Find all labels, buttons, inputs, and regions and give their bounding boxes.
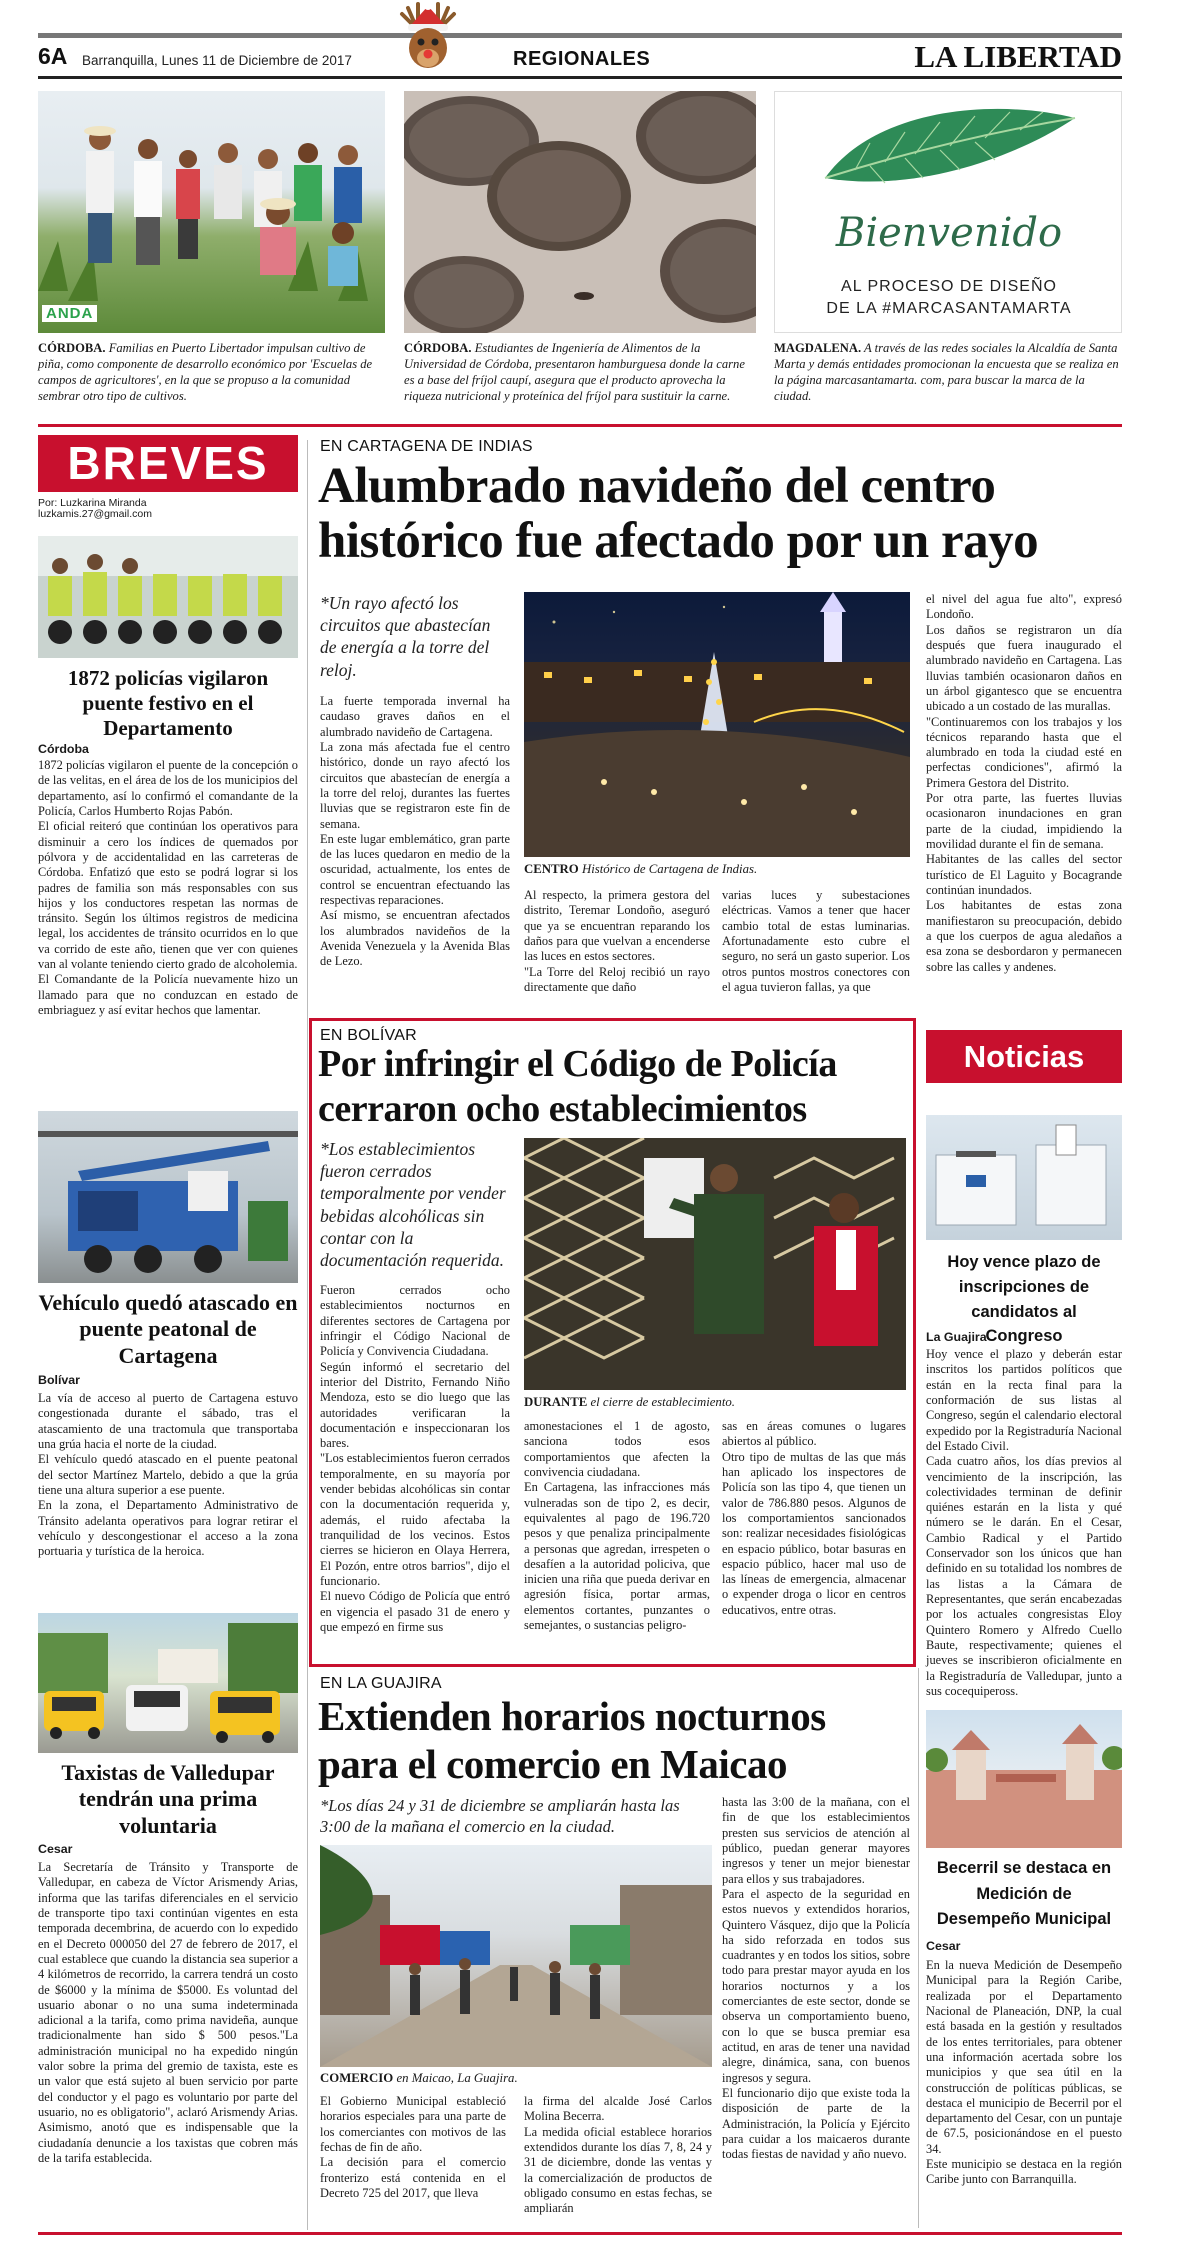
police-closure-photo — [524, 1138, 906, 1390]
taxis-street-photo — [38, 1613, 298, 1753]
brief-3-headline: Taxistas de Valledupar tendrán una prima voluntaria — [61, 1760, 275, 1838]
brief-2-headline: Vehículo quedó atascado en puente peatonal de Cartagena — [38, 1290, 298, 1368]
brief-3-place: Cesar — [38, 1842, 73, 1856]
story1-headline-1: Alumbrado navideño del centro — [318, 458, 996, 514]
story2-col2 — [524, 1419, 710, 1633]
ballot-box-photo — [926, 1115, 1122, 1240]
noticias-2-body — [926, 1958, 1122, 2188]
story1-col3 — [722, 888, 910, 995]
noticias-2-p1: En la nueva Medición de Desempeño Municipal para la Región Caribe, realizada por el Departamento Nacional de Planeación, DNP, la cual está basada en la gestión y resultados de los entes territoriales, para obtener una información acertada sobre los municipios y que sea útil en la construcción de políticas públicas, se destaca el municipio de Becerril por el departamento del Cesar, con un puntaje de 67.5, posicionándose en el puesto 34. — [926, 1958, 1122, 2156]
bottom-red-rule — [38, 2232, 1122, 2235]
leaf-icon — [815, 98, 1085, 198]
story1-lead: *Un rayo afectó los circuitos que abastecían de energía a la torre del reloj. — [320, 593, 491, 680]
top-caption-1-text: Familias en Puerto Libertador impulsan cultivo de piña, como componente de desarrollo económico por 'Escuelas de campos de agricultores', en la que se propuso a la comunidad sembrar otro tipo de cultivos. — [38, 341, 373, 403]
story1-col2-p1: Al respecto, la primera gestora del distrito, Teremar Londoño, aseguró que ya se encuentran reparando los daños para que vuelvan a encenderse las luces en estos sectores. — [524, 888, 710, 964]
noticias-1-place: La Guajira — [926, 1330, 987, 1344]
marca-santamarta-ad — [774, 91, 1122, 333]
story3-col2 — [524, 2094, 712, 2217]
ad-line-1: AL PROCESO DE DISEÑO — [841, 278, 1057, 295]
header-bottom-rule — [38, 76, 1122, 79]
story3-col1-p2: La decisión para el comercio fronterizo está contenida en el Decreto 725 del 2017, que lleva — [320, 2155, 506, 2200]
masthead: LA LIBERTAD — [914, 39, 1122, 74]
noticias-2-place: Cesar — [926, 1939, 961, 1953]
story2-col1-p3: "Los establecimientos fueron cerrados temporalmente, en su mayoría por vender bebidas alcohólicas sin contar con la documentación requerida y, además, el ruido afectaba la tranquilidad de los vecinos. Estos cierres se hicieron en Olaya Herrera, El Pozón, entre otros barrios", dijo el funcionario. — [320, 1451, 510, 1588]
brief-2-p2: El vehículo quedó atascado en el puente peatonal del sector Martínez Martelo, debido a que la grúa tiene una altura superior a ese puente. — [38, 1452, 298, 1497]
story1-col2 — [524, 888, 710, 995]
ad-line-2: DE LA #MARCASANTAMARTA — [826, 300, 1072, 317]
story1-col2-p2: "La Torre del Reloj recibió un rayo directamente que daño — [524, 964, 710, 994]
breves-email: luzkamis.27@gmail.com — [38, 508, 152, 520]
noticias-1-p2: Cada cuatro años, los días previos al vencimiento de la inscripción, las colectividades terminan de definir quiénes estarán en la lista y qué número se le darán. En el Cesar, Cambio Radical y el Partido Conservador son los únicos que han definido en su totalidad los nombres de las listas a la Cámara de Representantes, que serán encabezadas por los actuales congresistas Eloy Quintero Romero y Alfredo Cuello Baute, respectivamente; quienes el jueves se inscribieron oficialmente en la Registraduría de Valledupar, junto a sus cocequipeross. — [926, 1454, 1122, 1698]
top-caption-3-place: MAGDALENA. — [774, 341, 862, 355]
noticias-1-headline: Hoy vence plazo de inscripciones de candidatos al Congreso — [947, 1253, 1101, 1346]
brief-1-p3: El Comandante de la Policía nuevamente hizo un llamado para que no conduzcan en estado de embriaguez y así evitar hechos que lamentar. — [38, 972, 298, 1017]
story3-col3 — [722, 1795, 910, 2163]
top-caption-3 — [774, 341, 1122, 404]
dateline: Barranquilla, Lunes 11 de Diciembre de 2017 — [82, 53, 352, 68]
story2-headline-1: Por infringir el Código de Policía — [318, 1043, 837, 1085]
becerril-plaza-photo — [926, 1710, 1122, 1848]
story2-col2-p2: En Cartagena, las infracciones más vulneradas son de tipo 2, es decir, equivalentes al pago de 196.720 pesos y que penaliza principalmente a personas que agredan, irrespeten o desafíen a la autoridad policiva, que inicien una riña que pueda derivar en agresión física, portar armas, elementos cortantes, punzantes o semejantes, o sustancias peligro- — [524, 1480, 710, 1633]
story3-col1-p1: El Gobierno Municipal estableció horarios especiales para una parte de los comerciantes con motivos de las fechas de fin de año. — [320, 2094, 506, 2154]
story1-col1-p3: En este lugar emblemático, gran parte de las luces quedaron en medio de la oscuridad, actualmente, los entes de control se encuentran efectuando las respectivas reparaciones. — [320, 831, 510, 908]
story1-col3-p1: varias luces y subestaciones eléctricas. Vamos a tener que hacer cambio total de estas luminarias. Afortunadamente esto cubre el seguro, no será un gasto superior. Los otros puntos mostros conectores con el agua tuvieron fallas, ya que — [722, 888, 910, 994]
top-caption-1-place: CÓRDOBA. — [38, 341, 106, 355]
story2-col3-p1: sas en áreas comunes o lugares abiertos al público. — [722, 1419, 906, 1449]
brief-3-body — [38, 1860, 298, 2166]
noticias-1-p1: Hoy vence el plazo y deberán estar inscritos los partidos políticos que están en la recta final para la conformación de sus listas al Congreso, según el calendario electoral expedido por la Registraduría Nacional del Estado Civil. — [926, 1347, 1122, 1453]
story2-caption-bold: DURANTE — [524, 1395, 588, 1409]
story3-caption-text: en Maicao, La Guajira. — [396, 2071, 518, 2085]
story2-col2-p1: amonestaciones el 1 de agosto, sanciona todos esos comportamientos que afecten la convivencia ciudadana. — [524, 1419, 710, 1479]
story1-caption-text: Histórico de Cartagena de Indias. — [581, 862, 758, 876]
story1-caption — [524, 862, 910, 877]
story1-col4-p1: el nivel del agua fue alto", expresó Londoño. — [926, 592, 1122, 622]
left-column-divider — [307, 440, 308, 2230]
breves-byline: Por: Luzkarina Miranda — [38, 497, 147, 509]
story3-col3-p1: hasta las 3:00 de la mañana, con el fin de que los establecimientos presten sus servicios de atención al público, puedan generar mayores ingresos y tener un mejor bienestar para ellos y sus trabajadores. — [722, 1795, 910, 1886]
top-strip-red-rule — [38, 424, 1122, 427]
story2-col1-p1: Fueron cerrados ocho establecimientos nocturnos en diferentes sectores de Cartagena por infringir el Código Nacional de Policía y Convivencia Ciudadana. — [320, 1283, 510, 1359]
story2-headline-2: cerraron ocho establecimientos — [318, 1088, 807, 1130]
story3-kicker: EN LA GUAJIRA — [320, 1675, 442, 1692]
right-column-divider — [918, 1668, 919, 2228]
brief-1-headline: 1872 policías vigilaron puente festivo en el Departamento — [67, 666, 269, 741]
top-caption-2 — [404, 341, 756, 404]
story2-caption — [524, 1395, 906, 1410]
brief-1-place: Córdoba — [38, 742, 89, 756]
story2-col3 — [722, 1419, 906, 1618]
brief-2-p3: En la zona, el Departamento Administrativo de Tránsito adelanta operativos para lograr retirar el vehículo y descongestionar el acceso a la zona portuaria y turística de la heroica. — [38, 1498, 298, 1559]
pineapple-farmers-photo — [38, 91, 385, 333]
noticias-2-p2: Este municipio se destaca en la región Caribe junto con Barranquilla. — [926, 2157, 1122, 2187]
brief-3-p1: La Secretaría de Tránsito y Transporte de Valledupar, en cabeza de Víctor Arismendy Arias, informa que las tarifas diferenciales en el servicio de transporte tipo taxi continúan vigentes en esta temporada decembrina, de acuerdo con lo expedido en el Decreto 000050 del 27 de febrero de 2017, el cual establece que cuando la distancia sea superior a 4 kilómetros de recorrido, la carrera tendrá un costo de $6000 y la mínima de $5000. Es voluntad del usuario abonar o no una suma indeterminada adicional a la tarifa, como prima navideña, aunque tradicionalmente han sido $ 500 pesos."La administración municipal no ha expedido ningún valor sobre la prima del gremio de taxista, este es un valor que está sujeto al buen servicio por parte del conductor y el pago es voluntario por parte del usuario, no es obligatorio", aclaró Arismendy Arias. Asimismo, anotó que es indispensable que la ciudadanía denuncie a los taxistas que cobren más de la tarifa establecida. — [38, 1860, 298, 2165]
story3-lead: *Los días 24 y 31 de diciembre se ampliarán hasta las 3:00 de la mañana el comercio en la ciudad. — [320, 1796, 680, 1837]
ad-script: Bienvenido — [835, 210, 1063, 256]
story1-col4-p2: Los daños se registraron un día después que fuera inaugurado el alumbrado navideño en Cartagena. Las lluvias también ocasionaron daños en un árbol gigantesco que se encuentra ubicado a un costado de las murallas. — [926, 622, 1122, 714]
story3-caption-bold: COMERCIO — [320, 2071, 394, 2085]
cartagena-night-photo — [524, 592, 910, 857]
story3-headline-2: para el comercio en Maicao — [318, 1741, 787, 1787]
story3-col2-p2: La medida oficial establece horarios extendidos durante los días 7, 8, 24 y 31 de diciembre, donde las ventas y la comercialización de productos de obligado consumo en estas fechas, se ampliarán — [524, 2124, 712, 2216]
story1-col4-p6: Los habitantes de estas zona manifiestaron su preocupación, debido a que los cuerpos de agua aledaños a esa zona se desbordaron y permanecen sobre las calles y andenes. — [926, 898, 1122, 974]
noticias-1-body — [926, 1347, 1122, 1699]
noticias-title: Noticias — [963, 1039, 1085, 1074]
noticias-banner — [926, 1030, 1122, 1083]
brief-2-place: Bolívar — [38, 1373, 81, 1387]
story2-col3-p2: Otro tipo de multas de las que más han aplicado los inspectores de Policía son las tipo 4, que tienen un valor de 786.880 pesos. Algunos de los comportamientos sancionados son: realizar necesidades fisiológicas en espacio público, botar basuras en espacio público, hacer mal uso de las líneas de emergencia, almacenar o expender droga o licor en centros educativos, entre otras. — [722, 1449, 906, 1617]
story1-col4-p4: Por otra parte, las fuertes lluvias ocasionaron inundaciones en gran parte de la ciudad, impidiendo la movilidad durante el fin de semana. — [926, 791, 1122, 851]
brief-1-p2: El oficial reiteró que continúan los operativos para disminuir a cero los índices de quemados por pólvora y de accidentalidad en las carreteras de Córdoba. Enfatizó que esto se podrá lograr si los padres de familia son más responsables con sus hijos y los conductores respetan las normas de tránsito. Según los últimos registros de medicina legal, los accidentes de tránsito ocurridos en lo que va corrido de este año, tienen que ver con quienes van al volante teniendo cierto grado de alcoholemia. — [38, 819, 298, 972]
story2-col1 — [320, 1283, 510, 1635]
story1-kicker: EN CARTAGENA DE INDIAS — [320, 438, 533, 455]
noticias-2-headline: Becerril se destaca en Medición de Desempeño Municipal — [936, 1859, 1112, 1929]
story3-col3-p3: El funcionario dijo que existe toda la disposición de parte de la Administración, la Policía y Ejército para cuidar a los maicaeros durante todas fiestas de navidad y año nuevo. — [722, 2085, 910, 2162]
story3-caption — [320, 2071, 712, 2086]
story2-lead: *Los establecimientos fueron cerrados temporalmente por vender bebidas alcohólicas sin contar con la documentación requerida. — [320, 1139, 506, 1271]
top-caption-2-place: CÓRDOBA. — [404, 341, 472, 355]
story2-col1-p2: Según informó el secretario del interior del Distrito, Fernando Niño Mendoza, esto se dio luego que las autoridades verificaran la documentación e inspeccionaran los bares. — [320, 1359, 510, 1451]
section-title: REGIONALES — [513, 48, 651, 70]
story1-col4-p5: Habitantes de las calles del sector turístico de El Laguito y Bocagrande continúan inundados. — [926, 852, 1122, 897]
story1-col1 — [320, 694, 510, 970]
story3-col1 — [320, 2094, 506, 2201]
breves-title: BREVES — [67, 437, 269, 489]
story1-col1-p1: La fuerte temporada invernal ha caudaso graves daños en el alumbrado navideño de Cartagena. — [320, 694, 510, 739]
brief-1-p1: 1872 policías vigilaron el puente de la concepción o de las velitas, en el área de los de los municipios del departamento, así lo confirmó el comandante de la Policía, Carlos Humberto Rojas Pabón. — [38, 758, 298, 818]
story1-caption-bold: CENTRO — [524, 862, 579, 876]
brief-2-body — [38, 1391, 298, 1559]
top-caption-1 — [38, 341, 385, 404]
story2-col1-p4: El nuevo Código de Policía que entró en vigencia el pasado 31 de enero y que empezó en firme sus — [320, 1589, 510, 1634]
story3-col2-p1: la firma del alcalde José Carlos Molina Becerra. — [524, 2094, 712, 2124]
story1-headline-2: histórico fue afectado por un rayo — [318, 513, 1039, 569]
story2-kicker: EN BOLÍVAR — [320, 1027, 417, 1044]
story2-caption-text: el cierre de establecimiento. — [590, 1395, 735, 1409]
story1-col4 — [926, 592, 1122, 975]
page-number: 6A — [38, 43, 68, 69]
breves-banner — [38, 435, 298, 492]
story1-col4-p3: "Continuaremos con los trabajos y los técnicos reparando hasta que el alumbrado en toda la ciudad esté en perfectas condiciones", afirmó la Primera Gestora del Distrito. — [926, 714, 1122, 790]
top-caption-3-text: A través de las redes sociales la Alcaldía de Santa Marta y demás entidades promocionan la encuesta que se realiza en la página marcasantamarta. com, para buscar la marca de la ciudad. — [774, 341, 1119, 403]
reindeer-icon — [388, 0, 468, 74]
top-caption-2-text: Estudiantes de Ingeniería de Alimentos de la Universidad de Córdoba, presentaron hamburguesa donde la carne es a base del fríjol caupí, asegura que el producto aprovecha la riqueza nutricional y proteínica del fríjol para sustituir la carne. — [404, 341, 745, 403]
bean-burger-photo — [404, 91, 756, 333]
brief-1-body — [38, 758, 298, 1018]
header-top-rule — [38, 33, 1122, 38]
anda-badge: ANDA — [42, 305, 97, 322]
story1-col1-p2: La zona más afectada fue el centro histórico, donde un rayo afectó los circuitos que abastecían de energía a la torre del reloj, durantes las fuertes lluvias que se registraron este fin de semana. — [320, 739, 510, 831]
crane-truck-photo — [38, 1111, 298, 1283]
police-motorcycles-photo — [38, 536, 298, 658]
story3-col3-p2: Para el aspecto de la seguridad en estos nuevos y extendidos horarios, Quintero Vásquez, dijo que la Policía ha sido reforzada en todos sus cuadrantes y en todos los sitios, sobre todo para prestar mayor ayuda en los horarios nocturnos y a los comerciantes de este sector, donde se observa un comportamiento bueno, con lo que se busca premiar esa actitud, en aras de tener una navidad alegre, dinámica, sana, con buenos ingresos y segura. — [722, 1886, 910, 2085]
story3-headline-1: Extienden horarios nocturnos — [318, 1693, 826, 1739]
story1-col1-p4: Así mismo, se encuentran afectados los alumbrados navideños de la Avenida Venezuela y la Avenida Blas de Lezo. — [320, 908, 510, 969]
maicao-market-photo — [320, 1845, 712, 2067]
brief-2-p1: La vía de acceso al puerto de Cartagena estuvo congestionada durante el sábado, tras el atascamiento de una tractomula que transportaba una grúa hacia el norte de la ciudad. — [38, 1391, 298, 1451]
